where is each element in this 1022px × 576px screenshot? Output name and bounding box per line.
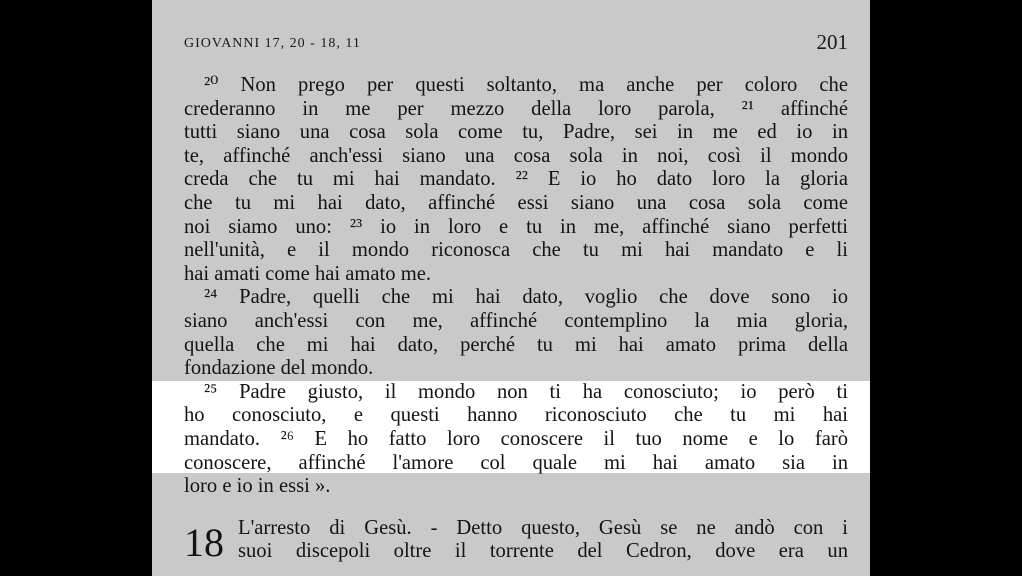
paragraph-verses-20-23 bbox=[184, 74, 848, 286]
text-line: tutti siano una cosa sola come tu, Padre, sei in me ed io in bbox=[184, 121, 848, 144]
text-line: ²⁵ Padre giusto, il mondo non ti ha conosciuto; io però ti bbox=[204, 380, 848, 403]
text-line: nell'unità, e il mondo riconosca che tu mi hai mandato e li bbox=[184, 239, 848, 262]
book-page bbox=[152, 0, 870, 576]
text-line: noi siamo uno: ²³ io in loro e tu in me, affinché siano perfetti bbox=[184, 215, 848, 238]
text-line: L'arresto di Gesù. - Detto questo, Gesù se ne andò con i bbox=[238, 516, 848, 539]
text-line: crederanno in me per mezzo della loro parola, ²¹ affinché bbox=[184, 97, 848, 120]
text-line: suoi discepoli oltre il torrente del Cedron, dove era un bbox=[238, 540, 848, 563]
body-text bbox=[184, 74, 848, 573]
text-line: te, affinché anch'essi siano una cosa sola in noi, così il mondo bbox=[184, 144, 848, 167]
chapter-number: 18 bbox=[184, 519, 224, 565]
text-line: mandato. ²⁶ E ho fatto loro conoscere il tuo nome e lo farò bbox=[184, 427, 848, 450]
chapter-text bbox=[238, 517, 848, 564]
text-line: creda che tu mi hai mandato. ²² E io ho dato loro la gloria bbox=[184, 168, 848, 191]
text-line: siano anch'essi con me, affinché contemplino la mia gloria, bbox=[184, 309, 848, 332]
text-line: hai amati come hai amato me. bbox=[184, 262, 432, 285]
text-line: ²⁴ Padre, quelli che mi hai dato, voglio che dove sono io bbox=[204, 286, 848, 309]
section-gap bbox=[184, 499, 848, 517]
text-line: ²⁰ Non prego per questi soltanto, ma anche per coloro che bbox=[204, 74, 848, 96]
paragraph-verse-24 bbox=[184, 286, 848, 380]
paragraph-verses-25-26 bbox=[184, 381, 848, 499]
page-header bbox=[184, 30, 848, 60]
text-line: conoscere, affinché l'amore col quale mi hai amato sia in bbox=[184, 451, 848, 474]
text-line: fondazione del mondo. bbox=[184, 357, 374, 380]
text-line: quella che mi hai dato, perché tu mi hai amato prima della bbox=[184, 333, 848, 356]
running-head: GIOVANNI 17, 20 - 18, 11 bbox=[184, 36, 361, 51]
page-number: 201 bbox=[816, 30, 848, 54]
text-line: che tu mi hai dato, affinché essi siano una cosa sola come bbox=[184, 191, 848, 214]
text-line: ho conosciuto, e questi hanno riconosciuto che tu mi hai bbox=[184, 404, 848, 427]
chapter-18-start bbox=[184, 517, 848, 573]
text-line: loro e io in essi ». bbox=[184, 475, 331, 498]
